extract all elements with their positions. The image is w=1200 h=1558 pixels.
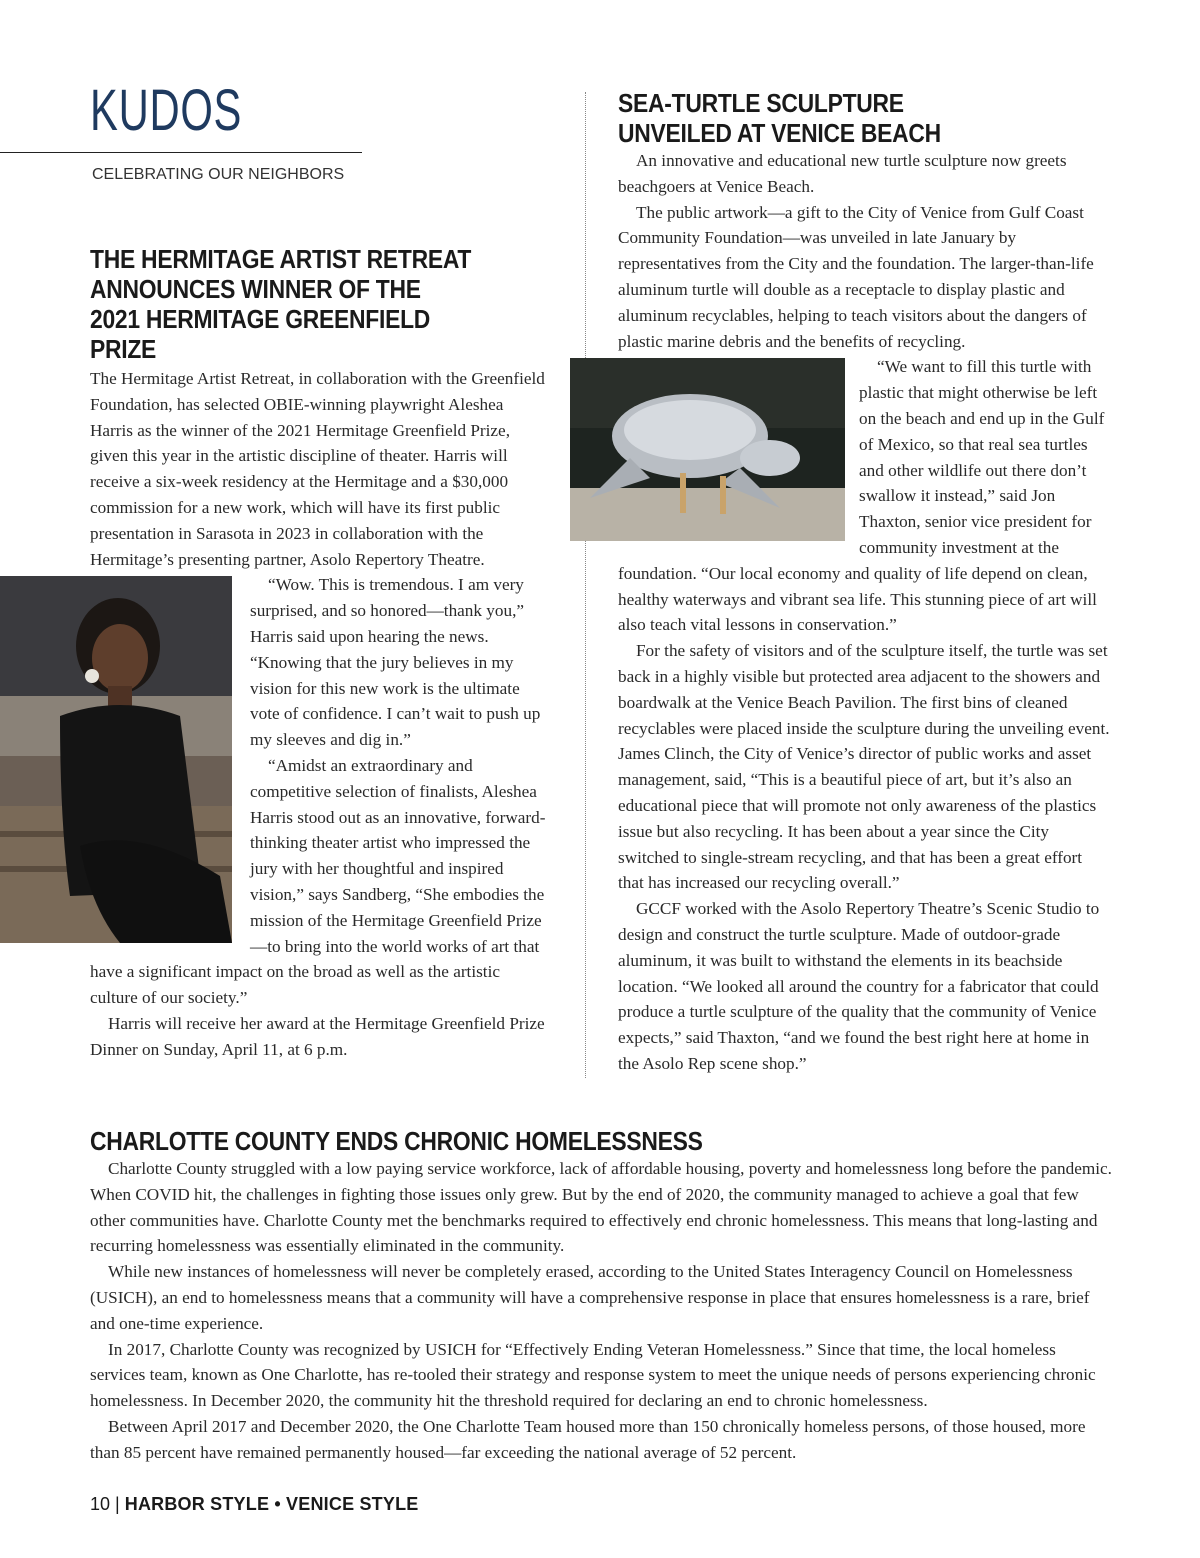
article-paragraph: The Hermitage Artist Retreat, in collaboration with the Greenfield Foundation, has selected OBIE-winning playwright Aleshea Harris as the winner of the 2021 Hermitage Greenfield Prize, given this year in the artistic discipline of theater. Harris will receive a six-week residency at the Hermitage and a $30,000 commission for a new work, which will have its first public presentation in Sarasota in 2023 in collaboration with the Hermitage’s presenting partner, Asolo Repertory Theatre. [90,369,545,569]
page-number: 10 [90,1494,111,1514]
article-paragraph: Harris will receive her award at the Hermitage Greenfield Prize Dinner on Sunday, April 11, at 6 p.m. [90,1013,545,1059]
section-tagline: CELEBRATING OUR NEIGHBORS [92,166,345,183]
headline-line: THE HERMITAGE ARTIST RETREAT [90,244,472,274]
footer-separator: | [115,1494,120,1514]
headline-line: ANNOUNCES WINNER OF THE [90,274,421,304]
article-sea-turtle [618,88,1112,1077]
column-divider [585,92,586,1078]
article-charlotte-headline: CHARLOTTE COUNTY ENDS CHRONIC HOMELESSNESS [90,1126,703,1156]
aleshea-harris-photo [0,576,232,943]
publication-name: HARBOR STYLE • VENICE STYLE [124,1494,419,1514]
article-paragraph: GCCF worked with the Asolo Repertory Theatre’s Scenic Studio to design and construct the turtle sculpture. Made of outdoor-grade aluminum, it was built to withstand the elements in its beachside location. “We looked all around the country for a fabricator that could produce a turtle sculpture of the quality that the community of Venice expects,” said Thaxton, “and we found the best right here at home in the Asolo Rep scene shop.” [618,899,1100,1073]
article-paragraph: Charlotte County struggled with a low paying service workforce, lack of affordable housing, poverty and homelessness long before the pandemic. When COVID hit, the challenges in fighting those issues only grew. But by the end of 2020, the community managed to achieve a goal that few other communities have. Charlotte County met the benchmarks required to effectively end chronic homelessness. This means that long-lasting and recurring homelessness was essentially eliminated in the community. [90,1159,1112,1256]
article-paragraph: “Wow. This is tremendous. I am very surprised, and so honored—thank you,” Harris said upon hearing the news. “Knowing that the jury believes in my vision for this new work is the ultimate vote of confidence. I can’t wait to push up my sleeves and dig in.” [250,575,541,750]
turtle-image [570,358,845,541]
title-rule [0,152,362,153]
headline-line: SEA-TURTLE SCULPTURE [618,88,904,118]
article-paragraph: “We want to fill this turtle with plastic that might otherwise be left on the beach and end up in the Gulf of Mexico, so that real sea turtles and other wildlife out there don’t swallow it instead,” said Jon Thaxton, senior vice president for community investment at the foundation. “Our local economy and quality of life depend on clean, healthy waterways and vibrant sea life. This stunning piece of art will also teach vital lessons in conservation.” [618,357,1105,635]
article-hermitage [90,244,550,1063]
article-sea-turtle-headline [618,88,1053,148]
article-paragraph: While new instances of homelessness will never be completely erased, according to the United States Interagency Council on Homelessness (USICH), an end to homelessness means that a community will have a comprehensive response in place that ensures homelessness is a rare, brief and one-time experience. [90,1262,1090,1333]
article-charlotte-county [90,1126,1114,1466]
article-hermitage-headline [90,244,495,364]
article-paragraph: The public artwork—a gift to the City of Venice from Gulf Coast Community Foundation—was unveiled in late January by representatives from the City and the foundation. The larger-than-life aluminum turtle will double as a receptacle to display plastic and aluminum recyclables, helping to teach visitors about the dangers of plastic marine debris and the benefits of recycling. [618,202,1094,351]
portrait-image [0,576,232,943]
article-paragraph: An innovative and educational new turtle sculpture now greets beachgoers at Venice Beach. [618,151,1067,196]
headline-line: 2021 HERMITAGE GREENFIELD PRIZE [90,304,431,364]
article-paragraph: For the safety of visitors and of the sculpture itself, the turtle was set back in a highly visible but protected area adjacent to the showers and boardwalk at the Venice Beach Pavilion. The first bins of cleaned recyclables were placed inside the sculpture during the unveiling event. James Clinch, the City of Venice’s director of public works and asset management, said, “This is a beautiful piece of art, but it’s also an educational piece that will promote not only awareness of the plastics issue but also recycling. It has been about a year since the City switched to single-stream recycling, and that has been a great effort that has increased our recycling overall.” [618,641,1110,893]
article-paragraph: Between April 2017 and December 2020, the One Charlotte Team housed more than 150 chronically homeless persons, of those housed, more than 85 percent have remained permanently housed—far exceeding the national average of 52 percent. [90,1416,1086,1462]
page-footer [90,1494,418,1515]
article-paragraph: “Amidst an extraordinary and competitive selection of finalists, Aleshea Harris stood out as an innovative, forward-thinking theater artist who impressed the jury with her thoughtful and inspired vision,” says Sandberg, “She embodies the mission of the Hermitage Greenfield Prize—to bring into the world works of art that have a significant impact on the broad as well as the artistic culture of our society.” [90,755,546,1008]
article-paragraph: In 2017, Charlotte County was recognized by USICH for “Effectively Ending Veteran Homelessness.” Since that time, the local homeless services team, known as One Charlotte, has re-tooled their strategy and response system to meet the unique needs of persons experiencing chronic homelessness. In December 2020, the community hit the threshold required for declaring an end to chronic homelessness. [90,1339,1096,1411]
headline-line: UNVEILED AT VENICE BEACH [618,118,941,148]
turtle-sculpture-photo [570,358,845,541]
section-title: KUDOS [90,78,243,143]
